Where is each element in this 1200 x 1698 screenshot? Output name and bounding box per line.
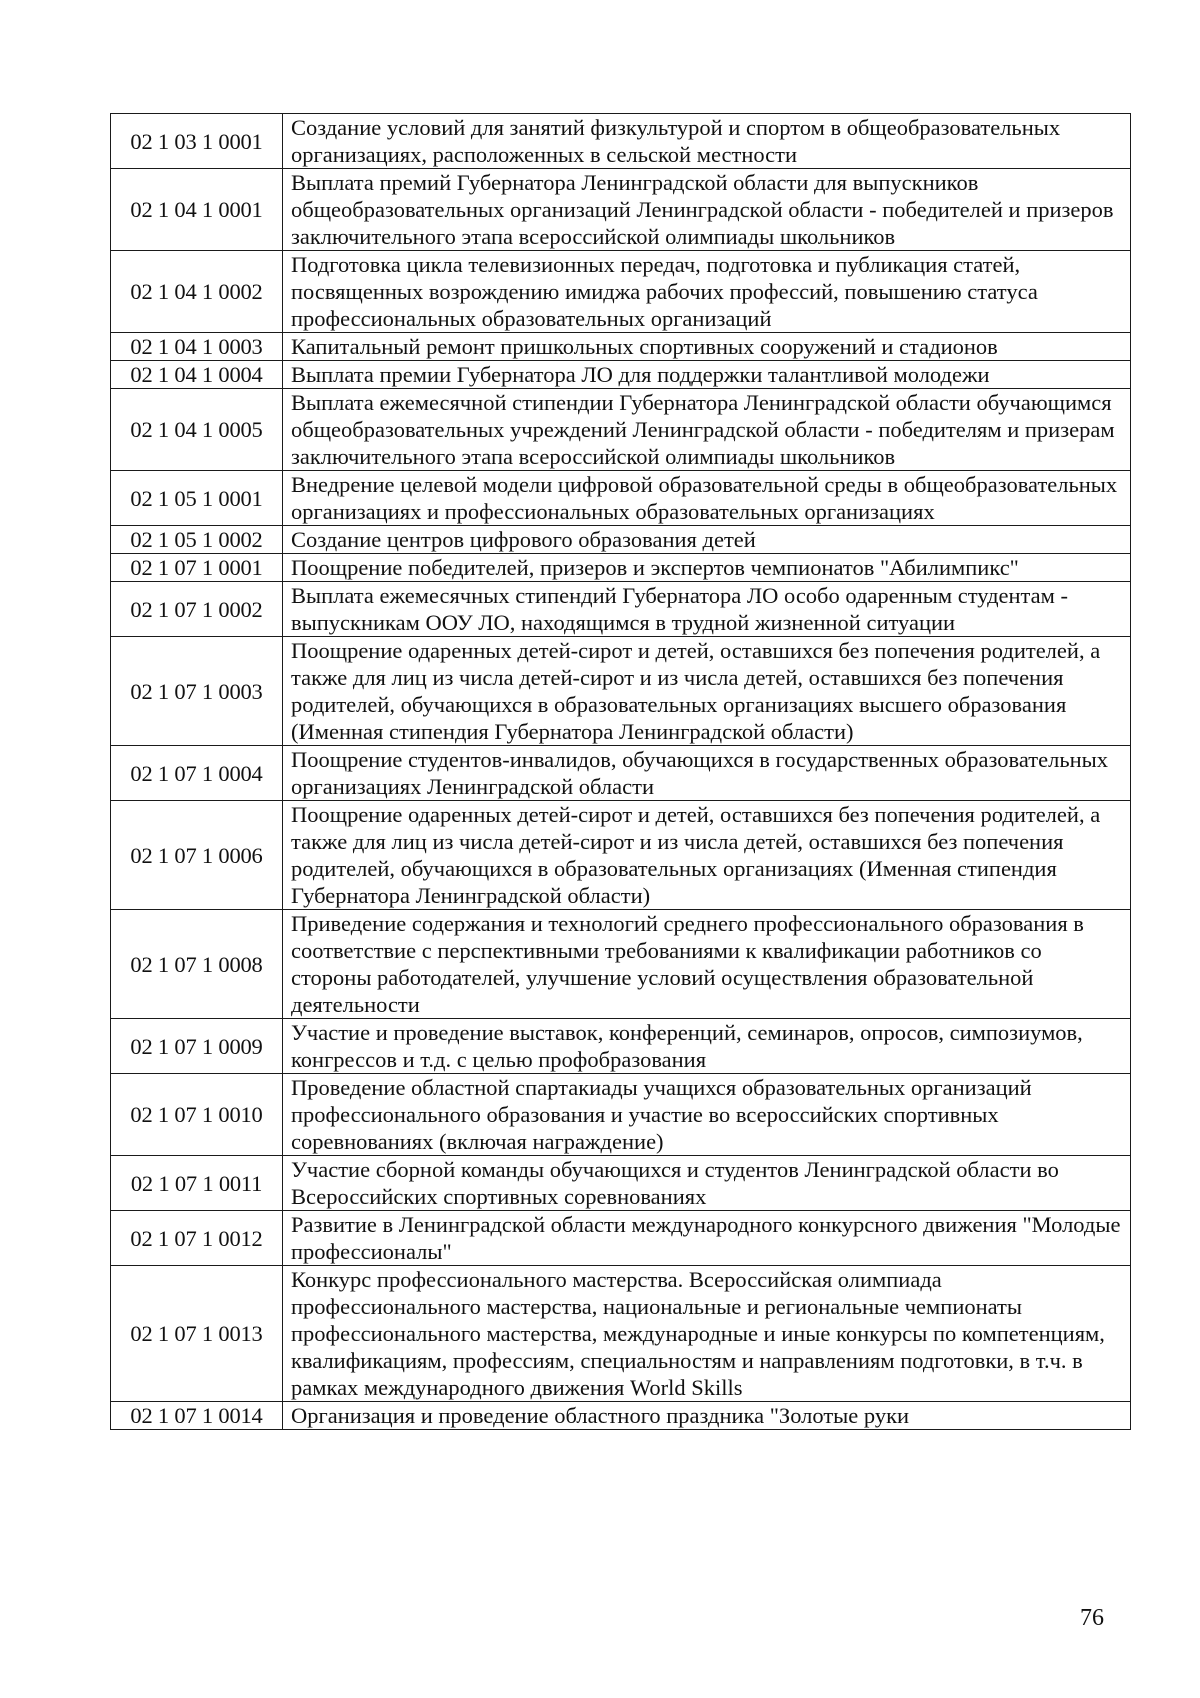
- row-description: Конкурс профессионального мастерства. Всероссийская олимпиада профессионального мастерства, национальные и региональные чемпионаты профессионального мастерства, международные и иные конкурсы по компетенциям, квалификациям, профессиям, специальностям и направлениям подготовки, в т.ч. в рамках международного движения World Skills: [283, 1266, 1131, 1402]
- table-row: [111, 471, 1131, 526]
- table-row: [111, 910, 1131, 1019]
- row-code: 02 1 07 1 0011: [111, 1156, 283, 1211]
- table-row: [111, 333, 1131, 361]
- row-description: Поощрение студентов-инвалидов, обучающихся в государственных образовательных организациях Ленинградской области: [283, 746, 1131, 801]
- row-code: 02 1 04 1 0002: [111, 251, 283, 333]
- row-code: 02 1 04 1 0001: [111, 169, 283, 251]
- row-description: Поощрение одаренных детей-сирот и детей, оставшихся без попечения родителей, а также для лиц из числа детей-сирот и из числа детей, оставшихся без попечения родителей, обучающихся в образовательных организациях высшего образования (Именная стипендия Губернатора Ленинградской области): [283, 637, 1131, 746]
- row-code: 02 1 03 1 0001: [111, 114, 283, 169]
- row-description: Организация и проведение областного праздника "Золотые руки: [283, 1402, 1131, 1430]
- row-code: 02 1 07 1 0009: [111, 1019, 283, 1074]
- table-row: [111, 1266, 1131, 1402]
- row-code: 02 1 07 1 0014: [111, 1402, 283, 1430]
- table-row: [111, 361, 1131, 389]
- row-description: Развитие в Ленинградской области международного конкурсного движения "Молодые профессионалы": [283, 1211, 1131, 1266]
- row-code: 02 1 07 1 0006: [111, 801, 283, 910]
- table-row: [111, 554, 1131, 582]
- row-description: Приведение содержания и технологий среднего профессионального образования в соответствие с перспективными требованиями к квалификации работников со стороны работодателей, улучшение условий осуществления образовательной деятельности: [283, 910, 1131, 1019]
- row-description: Создание центров цифрового образования детей: [283, 526, 1131, 554]
- row-description: Участие и проведение выставок, конференций, семинаров, опросов, симпозиумов, конгрессов и т.д. с целью профобразования: [283, 1019, 1131, 1074]
- row-code: 02 1 07 1 0008: [111, 910, 283, 1019]
- row-description: Внедрение целевой модели цифровой образовательной среды в общеобразовательных организациях и профессиональных образовательных организациях: [283, 471, 1131, 526]
- table-row: [111, 1211, 1131, 1266]
- row-code: 02 1 07 1 0012: [111, 1211, 283, 1266]
- row-code: 02 1 04 1 0003: [111, 333, 283, 361]
- row-description: Поощрение одаренных детей-сирот и детей, оставшихся без попечения родителей, а также для лиц из числа детей-сирот и из числа детей, оставшихся без попечения родителей, обучающихся в образовательных организациях (Именная стипендия Губернатора Ленинградской области): [283, 801, 1131, 910]
- row-code: 02 1 07 1 0003: [111, 637, 283, 746]
- row-description: Участие сборной команды обучающихся и студентов Ленинградской области во Всероссийских спортивных соревнованиях: [283, 1156, 1131, 1211]
- table-row: [111, 1074, 1131, 1156]
- row-description: Выплата премий Губернатора Ленинградской области для выпускников общеобразовательных организаций Ленинградской области - победителей и призеров заключительного этапа всероссийской олимпиады школьников: [283, 169, 1131, 251]
- table-row: [111, 251, 1131, 333]
- row-code: 02 1 07 1 0002: [111, 582, 283, 637]
- row-code: 02 1 05 1 0001: [111, 471, 283, 526]
- budget-codes-table: [110, 113, 1131, 1430]
- table-row: [111, 1019, 1131, 1074]
- row-code: 02 1 05 1 0002: [111, 526, 283, 554]
- table-row: [111, 801, 1131, 910]
- table-row: [111, 582, 1131, 637]
- table-row: [111, 637, 1131, 746]
- row-description: Выплата ежемесячной стипендии Губернатора Ленинградской области обучающимся общеобразовательных учреждений Ленинградской области - победителям и призерам заключительного этапа всероссийской олимпиады школьников: [283, 389, 1131, 471]
- table-row: [111, 746, 1131, 801]
- table-row: [111, 169, 1131, 251]
- row-description: Создание условий для занятий физкультурой и спортом в общеобразовательных организациях, расположенных в сельской местности: [283, 114, 1131, 169]
- row-code: 02 1 04 1 0005: [111, 389, 283, 471]
- row-description: Выплата ежемесячных стипендий Губернатора ЛО особо одаренным студентам - выпускникам ООУ ЛО, находящимся в трудной жизненной ситуации: [283, 582, 1131, 637]
- table-row: [111, 114, 1131, 169]
- table-row: [111, 1402, 1131, 1430]
- row-description: Проведение областной спартакиады учащихся образовательных организаций профессионального образования и участие во всероссийских спортивных соревнованиях (включая награждение): [283, 1074, 1131, 1156]
- row-description: Капитальный ремонт пришкольных спортивных сооружений и стадионов: [283, 333, 1131, 361]
- row-code: 02 1 07 1 0004: [111, 746, 283, 801]
- row-description: Подготовка цикла телевизионных передач, подготовка и публикация статей, посвященных возрождению имиджа рабочих профессий, повышению статуса профессиональных образовательных организаций: [283, 251, 1131, 333]
- table-row: [111, 526, 1131, 554]
- table-row: [111, 389, 1131, 471]
- table-row: [111, 1156, 1131, 1211]
- row-description: Выплата премии Губернатора ЛО для поддержки талантливой молодежи: [283, 361, 1131, 389]
- row-code: 02 1 04 1 0004: [111, 361, 283, 389]
- page-number: 76: [1080, 1605, 1104, 1631]
- row-code: 02 1 07 1 0010: [111, 1074, 283, 1156]
- row-description: Поощрение победителей, призеров и экспертов чемпионатов "Абилимпикс": [283, 554, 1131, 582]
- row-code: 02 1 07 1 0013: [111, 1266, 283, 1402]
- row-code: 02 1 07 1 0001: [111, 554, 283, 582]
